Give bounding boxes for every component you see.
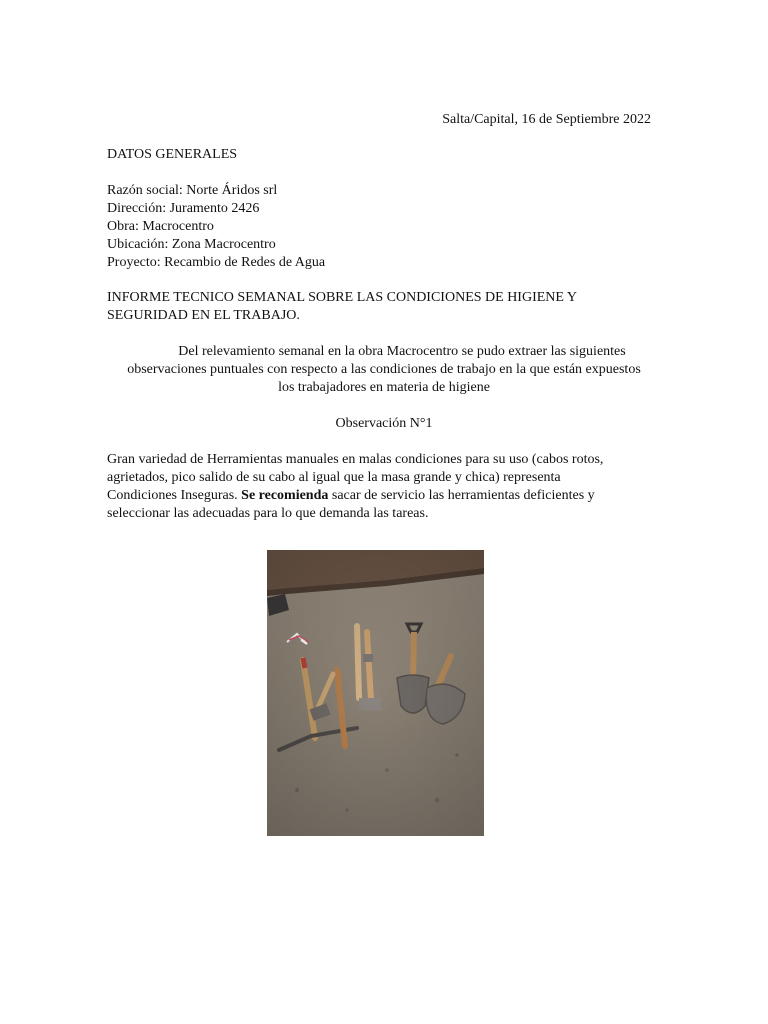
field-work-site: Obra: Macrocentro	[107, 219, 214, 234]
intro-line	[100, 343, 668, 361]
report-title-line: SEGURIDAD EN EL TRABAJO.	[107, 308, 300, 323]
observation-line: Gran variedad de Herramientas manuales en malas condiciones para su uso (cabos rotos,	[107, 452, 604, 467]
date-line: Salta/Capital, 16 de Septiembre 2022	[442, 112, 651, 127]
field-location: Ubicación: Zona Macrocentro	[107, 237, 276, 252]
intro-line-text: Del relevamiento semanal en la obra Macrocentro se pudo extraer las siguientes	[178, 344, 626, 359]
observation-text: Condiciones Inseguras.	[107, 488, 242, 503]
observation-title: Observación N°1	[335, 416, 433, 431]
general-data-fields	[107, 182, 667, 272]
observation-line: seleccionar las adecuadas para lo que demanda las tareas.	[107, 506, 429, 521]
recommendation-label: Se recomienda	[241, 488, 329, 503]
intro-line: los trabajadores en materia de higiene	[278, 380, 490, 395]
observation-line	[107, 487, 662, 505]
report-title	[107, 289, 647, 325]
field-project: Proyecto: Recambio de Redes de Agua	[107, 255, 326, 270]
observation-line: agrietados, pico salido de su cabo al igual que la masa grande y chica) representa	[107, 470, 561, 485]
general-data-heading: DATOS GENERALES	[107, 147, 238, 162]
observation-body	[107, 451, 662, 523]
observation-text: sacar de servicio las herramientas deficientes y	[328, 488, 595, 503]
field-address: Dirección: Juramento 2426	[107, 201, 260, 216]
field-company-name: Razón social: Norte Áridos srl	[107, 183, 278, 198]
report-title-line: INFORME TECNICO SEMANAL SOBRE LAS CONDICIONES DE HIGIENE Y	[107, 290, 578, 305]
tools-photo	[267, 550, 484, 836]
tools-photo-illustration	[267, 550, 484, 836]
intro-line: observaciones puntuales con respecto a las condiciones de trabajo en la que están expuestos	[127, 362, 641, 377]
intro-paragraph	[100, 343, 668, 397]
